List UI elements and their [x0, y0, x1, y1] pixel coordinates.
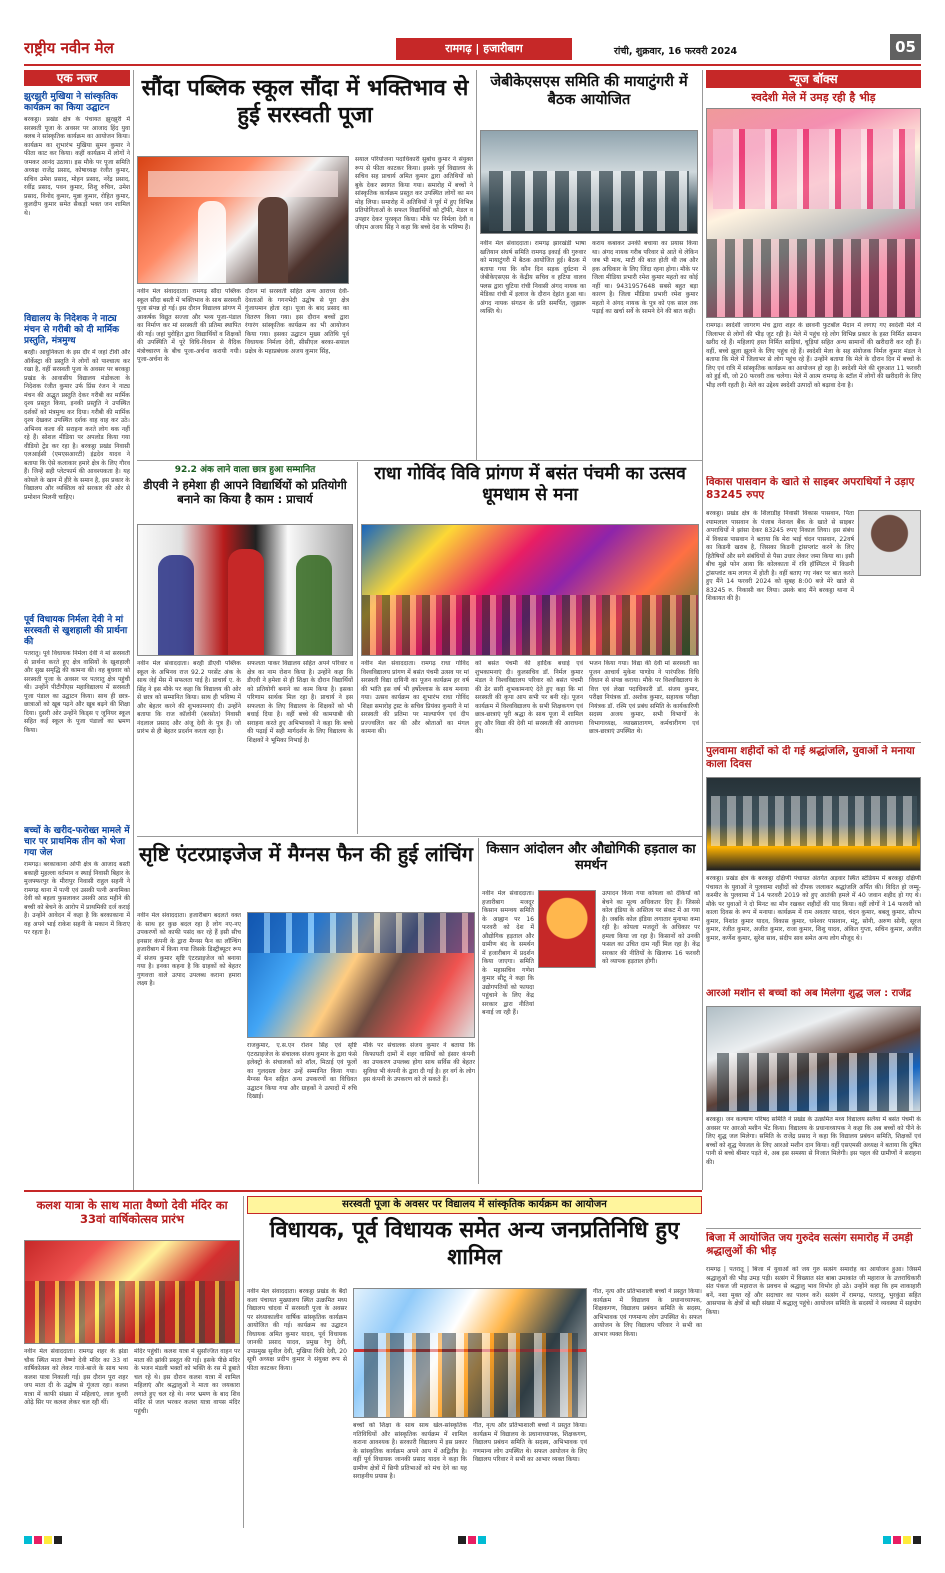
- headline-jbkss: जेबीकेएसएस समिति की मायाटुंगरी में बैठक आयोजित: [490, 74, 688, 108]
- color-swatch: [34, 1536, 42, 1544]
- group-shape: [489, 171, 689, 231]
- pulwama-body: बरकट्ठा। प्रखंड क्षेत्र के बरकट्ठा दक्षिणी पंचायत अंतर्गत अड़वार स्थित स्टेडियम में बरकट्ठा दक्षिणी पंचायत के युवाओं ने पुलवामा शहीदों को दीपक जलाकर श्रद्धांजलि अर्पित की। विदित हो जम्मू-कश्मीर के पुलवामा में 14 फरवरी 2019 को हुए आतंकी हमले में 40 जवान शहीद हो गए थे। मौके पर युवाओं ने दो मिनट का मौन रखकर शहीदों की याद किया। वहीं लोगों ने 14 फरवरी को काला दिवस के रूप में मनाया। कार्यक्रम में राम अवतार यादव, चंदन कुमार, बबलू कुमार, सौरभ कुमार, निशांत कुमार यादव, विकास कुमार, धनेश्वर पासवान, मंटू, सोनी, अरुण सोनी, सूरज कुमार, रंजीत कुमार, अजीत कुमार, राजा कुमार, शिशु यादव, अंकित गुप्ता, सचिन कुमार, अजीत कुमार, कर्णेश कुमार, सुरेश साव, संदीप साव समेत अन्य लोग मौजूद थे।: [706, 875, 921, 942]
- masthead: [24, 34, 921, 62]
- color-swatch: [883, 1536, 891, 1544]
- school-event-kicker: सरस्वती पूजा के अवसर पर विद्यालय में सांस्कृतिक कार्यक्रम का आयोजन: [247, 1196, 702, 1214]
- photo-jbkss-meeting: [480, 130, 698, 234]
- headline-srishti: सृष्टि एंटरप्राइजेज में मैग्नस फैन की हुई लांचिंग: [138, 842, 474, 866]
- headline-kalash: कलश यात्रा के साथ माता वैष्णो देवी मंदिर का 33वां वार्षिकोत्सव प्रारंभ: [36, 1198, 228, 1227]
- stall-shape: [713, 129, 915, 209]
- jbkss-col2: कराय कबाकर उनकी बचाया का प्रयास किया था। अंगद नायक गरीब परिवार से आते थे लेकिन जब भी माथ, माटी की बात होती थी तब और हक अधिकार के लिए जिंदा रहना होगा। मौके पर जिला मीडिया प्रभारी रमेश कुमार महतो का कोई नहीं था। 9431957648 सबसे बहुत बड़ा कारण है। जिला मीडिया प्रभारी रमेश कुमार महतो ने अंगद नायक के पुत्र को एक साल तक पढ़ाई का खर्चा सर्वे के सामने देने की बात कही।: [592, 240, 698, 315]
- photo-kalash-yatra: [24, 1240, 240, 1344]
- photo-school-event: [353, 1288, 587, 1418]
- person-shape: [296, 555, 332, 656]
- kisan-col2: उत्पादन किया गया कोयला को देकियों को बेचने का मूल्य अधिकतर दिए हैं। जिससे कोल इंडिया के अस्तित्व पर संकट में आ गया है। जबकि कोल इंडिया लगातार मुनाफा कमा रही है। कोयला मजदूरों के अधिकार पर हमला किया जा रहा है। किसानों को उनकी फसल का उचित दाम नहीं मिल रहा है। केंद्र सरकार की नीतियों के खिलाफ 16 फरवरी को व्यापक हड़ताल होगी।: [602, 890, 700, 965]
- news-box: [706, 70, 921, 472]
- banner-shape: [148, 171, 338, 197]
- school-col3: गीत, नृत्य और प्रतिभाशाली बच्चों ने प्रस्तुत किया। कार्यक्रम में विद्यालय के प्रधानाध्यापक, शिक्षकगण, विद्यालय प्रबंधन समिति के सदस्य, अभिभावक एवं गणमान्य लोग उपस्थित थे। सफल आयोजन के लिए विद्यालय परिवार ने सभी का आभार व्यक्त किया।: [473, 1422, 587, 1463]
- dav-col2: सफलता पाकर विद्यालय सहित अपने परिवार व क्षेत्र का नाम रोशन किया है। उन्होंने कहा कि डीएवी ने हमेशा से ही शिक्षा के दौरान विद्यार्थियों को प्रतियोगी बनाने का काम किया है। इसका परिणाम सार्थक मिल रहा है। प्राचार्य ने इस सफलता के लिए विद्यालय के शिक्षकों को भी बधाई दिया है। वहीं बच्चे की कामयाबी की सराहना करते हुए अभिभावकों ने कहा कि बच्चे की पढ़ाई में सही मार्गदर्शन के लिए विद्यालय के शिक्षकों ने भूमिका निभाई है।: [247, 660, 353, 744]
- masthead-logo: राष्ट्रीय नवीन मेल: [24, 39, 114, 57]
- headline-dav: डीएवी ने हमेशा ही आपने विद्यार्थियों को प्रतियोगी बनाने का किया है काम : प्राचार्य: [143, 478, 347, 507]
- headline-school-event: विधायक, पूर्व विधायक समेत अन्य जनप्रतिनिधि हुए शामिल: [269, 1218, 680, 1270]
- brief-2-head: विद्यालय के निदेशक ने नाट्य मंचन से गरीबी को दी मार्मिक प्रस्तुति, मंत्रमुग्ध: [24, 314, 120, 346]
- color-swatch: [44, 1536, 52, 1544]
- person-shape: [158, 555, 194, 656]
- photo-radha-govind-celebration: [361, 524, 699, 656]
- story-bija: [706, 1232, 921, 1528]
- story-jbkss: [480, 70, 698, 456]
- color-swatch: [478, 1536, 486, 1544]
- headline-kisan: किसान आंदोलन और औद्योगिकी हड़ताल का समर्थन: [486, 842, 696, 873]
- sauda-col3: सयाल परियोजना पदाधिकारी सुबोध कुमार ने संयुक्त रूप से फीता काटकर किया। इसके पूर्व विद्यालय के सचिव सह प्राचार्य अमित कुमार द्वारा अतिथियों को बुके देकर स्वागत किया गया। समारोह में बच्चों ने सांस्कृतिक कार्यक्रम प्रस्तुत कर उपस्थित लोगों का मन मोह लिया। समारोह में अतिथियों ने पूर्व में हुए विभिन्न प्रतियोगिताओं के सफल विद्यार्थियों को ट्रॉफी, मेडल व उपहार देकर पुरस्कृत किया। मौके पर निर्मला देवी व जीएम अजय सिंह ने कहा कि बच्चे देश के भविष्य हैं।: [355, 156, 473, 231]
- page-number: 05: [890, 34, 921, 60]
- news-box-label: न्यूज बॉक्स: [706, 70, 921, 88]
- color-swatch: [903, 1536, 911, 1544]
- dav-col1: नवीन मेल संवाददाता। बरही डीएवी पब्लिक स्कूल के अभिनव राज 92.2 परसेंट अंक के साथ जेई मेंस में सफलता पाई है। प्राचार्य ए. के सिंह ने इस मौके पर कहा कि विद्यालय की ओर से छात्र को सम्मानित किया। साथ ही भविष्य में और बेहतर करने की शुभकामनाएं दी। उन्होंने बताया कि राज कॉलोनी (बरसोत) निवासी नंदलाल प्रसाद और अंजू देवी के पुत्र हैं। जो प्रारंभ से ही बेहतर प्रदर्शन करता रहा है।: [137, 660, 241, 735]
- headline-aro: आरओ मशीन से बच्चों को अब मिलेगा शुद्ध जल : राजेंद्र: [706, 988, 912, 999]
- bija-body: रामगढ़ | पतरातू | बिजा में युवाओं को जय गुरु सत्संग समारोह का आयोजन हुआ। जिसमें श्रद्धालुओं की भीड़ उमड़ पड़ी। सत्संग में विख्यात संत बाबा उमाकांत जी महाराज के उत्तराधिकारी संत पंकज जी महाराज के प्रवचन से श्रद्धालु भाव विभोर हो उठे। उन्होंने कहा कि हम शाकाहारी बनें, नशा मुक्त रहें और सदाचार का पालन करें। सत्संग में रामगढ़, पतरातू, भुरकुंडा सहित आसपास के क्षेत्रों से बड़ी संख्या में श्रद्धालु पहुंचे। आयोजन समिति के सदस्यों ने व्यवस्था में सहयोग किया।: [706, 1266, 921, 1316]
- headline-sauda: सौंदा पब्लिक स्कूल सौंदा में भक्तिभाव से हुई सरस्वती पूजा: [141, 76, 469, 128]
- section-label: एक नजर: [24, 70, 130, 86]
- color-swatch: [458, 1536, 466, 1544]
- photo-swadeshi-fair: [706, 108, 921, 318]
- masthead-section: रामगढ़ | हजारीबाग: [396, 38, 572, 60]
- story-school-event: [247, 1196, 702, 1528]
- brief-2-body: बरही। आधुनिकता के इस दौर में जहां टीवी और ऑर्केस्ट्रा की प्रस्तुति ने लोगों को पाश्चात्य कर रखा है, वहीं सरस्वती पूजा के अवसर पर बरकट्ठा प्रखंड के आवासीय विद्यालय मंडोकला के निदेशक रंजीत कुमार उर्फ प्रिंस रंजन ने नाट्य मंचन की अद्भुत प्रस्तुति देकर गरीबी का मार्मिक दृश्य प्रस्तुत किया, इनकी प्रस्तुति ने उपस्थित दर्शकों को मंत्रमुग्ध कर दिया। गरीबी की मार्मिक दृश्य देखकर उपस्थित दर्शक वाह वाह कर उठे। अभिनय कला की सराहना करते लोग थक नहीं रहे हैं। सोशल मीडिया पर अपलोड किया गया वीडियो ट्रेंड कर रहा है। बरकट्ठा प्रखंड निवासी एलआईसी (एमएसआरटी) इंद्रदेव यादव ने बताया कि ऐसे कलाकार हमारे क्षेत्र के लिए गौरव हैं। जिन्हें सही प्लेटफार्म की आवश्यकता है। यह कोयले के खान में हीरे के समान है, इस प्रकार के विद्यालय और व्यक्तित्व को सरकार की ओर से प्रमोशन मिलनी चाहिए।: [24, 349, 130, 501]
- photo-srishti-launch: [247, 912, 475, 1038]
- headline-bija: बिजा में आयोजित जय गुरुदेव सत्संग समारोह में उमड़ी श्रद्धालुओं की भीड़: [706, 1232, 913, 1257]
- crowd-shape: [711, 796, 917, 846]
- story-kalash: [24, 1196, 240, 1528]
- school-col1: नवीन मेल संवाददाता। बरकट्ठा प्रखंड के बैंदो कला पंचायत मुख्यालय स्थित उत्क्रमित मध्य विद्यालय चांदवा में सरस्वती पूजा के अवसर पर संध्याकालीन वार्षिक सांस्कृतिक कार्यक्रम आयोजित की गई। कार्यक्रम का उद्घाटन विधायक अमित कुमार यादव, पूर्व विधायक जानकी प्रसाद यादव, प्रमुख रेणु देवी, उपप्रमुख सुनील देवी, मुखिया रिंकी देवी, 20 सूत्री अध्यक्ष प्रदीप कुमार ने संयुक्त रूप से फीता काटकर किया।: [247, 1288, 347, 1372]
- shelf-shape: [248, 913, 475, 953]
- masthead-dateline: रांची, शुक्रवार, 16 फरवरी 2024: [614, 46, 738, 57]
- photo-vikas-portrait: [858, 510, 921, 576]
- headline-news-box: स्वदेशी मेले में उमड़ रही है भीड़: [751, 91, 876, 104]
- story-srishti: [137, 838, 475, 1184]
- jbkss-col1: नवीन मेल संवाददाता। रामगढ़ झारखंडी भाषा खतियान संघर्ष समिति रामगढ़ इकाई की गुरुवार को मायाटुंगरी में बैठक आयोजित हुई। बैठक में बताया गया कि कौन दिन सड़क दुर्घटना में जेबीकेएसएस के केंद्रीय सचिव व हटिया वालव फ्लस द्वारा चुटिया रांची निवासी अंगद नायक का मेडिका रांची में इलाज के दौरान देहांत हुआ था। अंगद नायक संगठन के प्रति समर्पित, जुझारू व्यक्ति थे।: [480, 240, 586, 315]
- brief-4-body: रामगढ़। बरकाकाना ओपी क्षेत्र के आजाद बस्ती बकाही मुहल्ला वर्तमान व स्थाई निवासी बिहार के मुजफ्फरपुर के मीरापुर निवासी राहुल सहनी ने रामगढ़ थाना में पत्नी एवं उसकी पत्नी अनामिका देवी को बहला फुसलाकर उसकी आठ महीने की बच्ची को बेचने के आरोप में प्राथमिकी दर्ज कराई है। उन्होंने आवेदन में कहा है कि बरकाकाना में वह अपने भाई राकेश सहनी के मकान में किराए पर रहता है।: [24, 861, 130, 936]
- school-col2: बच्चों को शिक्षा के साथ साथ खेल-सांस्कृतिक गतिविधियों और सांस्कृतिक कार्यक्रम में शामिल कराना आवश्यक है। सरकारी विद्यालय में इस प्रकार के सांस्कृतिक कार्यक्रम अपने आप में अद्वितीय है। वहीं पूर्व विधायक जानकी प्रसाद यादव ने कहा कि ग्रामीण क्षेत्रों में छिपी प्रतिभाओं को मंच देने का यह सराहनीय प्रयास है।: [353, 1422, 467, 1480]
- left-column: [24, 70, 130, 1180]
- photo-pulwama-candles: [706, 777, 921, 871]
- brief-3-body: पतरातू। पूर्व विधायक निर्मला देवी ने मां सरस्वती से प्रार्थना करते हुए क्षेत्र वासियों के खुशहाली और सुख समृद्धि की कामना की। वह बुधवार को सरस्वती पूजा के अवसर पर पतरातु क्षेत्र पहुंची थी। उन्होंने पीटीपीएस महाविद्यालय में सरस्वती पूजा पंडाल का उद्घाटन किया। साथ ही छात्र-छात्राओं को खूब पढ़ने और खूब बढ़ने की शिक्षा दिया। दुसरी ओर उन्होंने किड्स ए जूनियर स्कूल सहित कई स्कूल के पूजा पंडालों का भ्रमण किया।: [24, 650, 130, 734]
- story-kisan: [482, 838, 700, 1184]
- color-swatch: [468, 1536, 476, 1544]
- aro-body: बरकट्ठा। जन कल्याण परिषद समिति ने प्रखंड के उत्क्रमित मध्य विद्यालय सलैया में बसंत पंचमी के अवसर पर आरओ मशीन भेंट किया। विद्यालय के प्रधानाध्यापक ने कहा कि अब बच्चों को पीने के लिए शुद्ध जल मिलेगा। समिति के राजेंद्र प्रसाद ने कहा कि विद्यालय प्रबंधन समिति, शिक्षकों एवं बच्चों को शुद्ध पेयजल के लिए आरओ मशीन दान किया। वहीं एसएमसी अध्यक्ष ने बताया कि दूषित पानी से बच्चे बीमार पड़ते थे, अब इस समस्या से निजात मिलेगी। इस पहल की ग्रामीणों ने सराहना की।: [706, 1116, 921, 1166]
- person-shape: [228, 549, 264, 656]
- person-shape: [258, 197, 288, 284]
- sauda-col2: दौरान मां सरस्वती सहित अन्य आराध्य देवी-देवताओं के गगनभेदी उद्घोष से पूरा क्षेत्र गुंजायमान होता रहा। पूजा के बाद प्रसाद का वितरण किया गया। इस दौरान बच्चों द्वारा रंगारंग सांस्कृतिक कार्यक्रम का भी आयोजन किया गया। इसका उद्घाटन मुख्य अतिथि पूर्व विधायक निर्मला देवी, सीसीएल बरका-सयाल प्रक्षेत्र के महाप्रबंधक अजय कुमार सिंह,: [245, 288, 349, 355]
- photo-dav-felicitation: [137, 524, 353, 656]
- radha-col2: को बसंत पंचमी की हार्दिक बधाई एवं शुभकामनाएं दी। कुलसचिव डॉ. निर्मल कुमार मंडल ने विश्वविद्यालय परिवार को बसंत पंचमी की ढेर सारी शुभकामनाएं देते हुए कहा कि मां सरस्वती की कृपा आप सभी पर बनी रहे। पूजन कार्यक्रम में विश्वविद्यालय के सभी शिक्षकगण एवं छात्र-छात्राएं पूरी श्रद्धा के साथ पूजा में शामिल हुए और विद्या की देवी मां सरस्वती की आराधना की।: [475, 660, 583, 735]
- brief-1-head: झुरझुरी मुखिया ने सांस्कृतिक कार्यक्रम का किया उद्घाटन: [24, 92, 118, 113]
- photo-aro-donation: [706, 1006, 921, 1112]
- kalash-col1: नवीन मेल संवाददाता। रामगढ़ शहर के झंडा चौक स्थित माता वैष्णो देवी मंदिर का 33 वां वार्षिकोत्सव को लेकर गाजे-बाजे के साथ भव्य कलश यात्रा निकाली गई। इस दौरान पूरा शहर जय माता दी के उद्घोष से गूंजता रहा। कलश यात्रा में काफी संख्या में महिलाएं, लाल चुनरी ओढ़े सिर पर कलश लेकर चल रही थीं।: [24, 1348, 128, 1406]
- crowd-shape: [707, 239, 921, 318]
- school-col3b: गीत, नृत्य और प्रतिभाशाली बच्चों ने प्रस्तुत किया। कार्यक्रम में विद्यालय के प्रधानाध्यापक, शिक्षकगण, विद्यालय प्रबंधन समिति के सदस्य, अभिभावक एवं गणमान्य लोग उपस्थित थे। सफल आयोजन के लिए विद्यालय परिवार ने सभी का आभार व्यक्त किया।: [593, 1288, 702, 1338]
- srishti-col2: राजकुमार, ए.स.एन रोशन सिंह एवं सृष्टि एंटरप्राइजेज के संचालक संजय कुमार के द्वारा फंसे इलेक्ट्रो के संचालकों को शॉल, मिठाई एवं फूलों का गुलदस्ता देकर उन्हें सम्मानित किया गया। मैग्नस फैन सहित अन्य उपकरणों का विधिवत उद्घाटन किया गया और ग्राहकों ने उत्पादों में रुचि दिखाई।: [247, 1042, 357, 1100]
- group-shape: [364, 1333, 578, 1418]
- photo-sauda-ceremony: [137, 156, 349, 284]
- color-swatch: [913, 1536, 921, 1544]
- radha-col1: नवीन मेल संवाददाता। रामगढ़ राधा गोविंद विश्वविद्यालय प्रांगण में बसंत पंचमी उत्सव पर मां सरस्वती विद्या दायिनी का पूजन कार्यक्रम हर वर्ष की भांति इस वर्ष भी हर्षोल्लास के साथ मनाया गया। उत्सव कार्यक्रम का शुभारंभ राधा गोविंद शिक्षा समारोह ट्रस्ट के सचिव प्रियंका कुमारी ने मां सरस्वती की प्रतिमा पर माल्यार्पण एवं दीप प्रज्ज्वलित कर की और श्रोताओं का मंगल कामना की।: [361, 660, 469, 735]
- news-box-body: रामगढ़। स्वदेशी जागरण मंच द्वारा शहर के छावनी फुटबॉल मैदान में लगाए गए स्वदेशी मेले में जिलाभर से लोगों की भीड़ जुट रही है। मेले में पहुंच रहे लोग विभिन्न प्रकार के हस्त निर्मित सामान खरीद रहे हैं। महिलाएं हस्त निर्मित साड़ियां, चूड़ियां सहित अन्य सामानों की खरीदारी कर रही हैं। वहीं, बच्चे झूला झूलने के लिए पहुंच रहे हैं। स्वदेशी मेला के सह संयोजक निर्मल कुमार मंडल ने बताया कि मेले में जिलाभर से लोग पहुंच रहे हैं। उन्होंने बताया कि मेले के दौरान दिन में बच्चों के लिए एवं रात्रि में सांस्कृतिक कार्यक्रम का आयोजन हो रहा है। स्वदेशी मेले की शुरुआत 11 फरवरी को हुई थी, जो 20 फरवरी तक चलेगा। मेले में आत्म रामगढ़ के स्टॉल में लोगों की खरीदारी के लिए भीड़ लगी रहती है। मेले का उद्देश्य स्वदेशी उत्पादों को बढ़ावा देना है।: [706, 322, 921, 389]
- radha-col3: भजन किया गया। विद्या की देवी मां सरस्वती का पूजन आचार्य मुकेश पाण्डेय ने पारंपरिक विधि विधान से संपन्न कराया। मौके पर विश्वविद्यालय के वित्त एवं लेखा पदाधिकारी डॉ. संजय कुमार, परीक्षा नियंत्रक डॉ. अशोक कुमार, सहायक परीक्षा नियंत्रक डॉ. रश्मि एवं प्रबंध समिति के कार्यकारिणी सदस्य अजय कुमार, सभी विभागों के विभागाध्यक्ष, व्याख्यातागण, कर्मचारीगण एवं छात्र-छात्राएं उपस्थित थे।: [589, 660, 699, 735]
- registration-bar: [24, 1536, 921, 1546]
- kalash-col2: मंदिर पहुंची। कलश यात्रा में सुसज्जित वाहन पर माता की झांकी प्रस्तुत की गई। इसके पीछे मंदिर के भजन मंडली भक्तों को भक्ति के रस में डूबाते चल रहे थे। इस दौरान कलश यात्रा में शामिल महिलाएं और श्रद्धालुओं ने माता का जयकारा लगाते हुए चल रहे थे। नगर भ्रमण के बाद शिव मंदिर से जल भरकर कलश यात्रा वापस मंदिर पहुंची।: [134, 1348, 240, 1415]
- story-radha-govind: [361, 462, 699, 832]
- group-shape: [717, 1053, 913, 1112]
- sauda-col1: नवीन मेल संवाददाता। रामगढ़ सौंदा पब्लिक स्कूल सौंदा बस्ती में भक्तिभाव के साथ सरस्वती पूजा संपन्न हो गई। इस दौरान विद्यालय प्रांगण में आकर्षक विद्युत सज्जा और भव्य पूजा-पंडाल का निर्माण कर मां सरस्वती की प्रतिमा स्थापित की गई। जहां पुरोहित द्वारा विद्यार्थियों व शिक्षकों की उपस्थिति में पूरे विधि-विधान से वैदिक मंत्रोच्चारण के बीच पूजा-अर्चना करायी गयी। पूजा-अर्चना के: [137, 288, 241, 363]
- color-swatch: [24, 1536, 32, 1544]
- dav-kicker: 92.2 अंक लाने वाला छात्र हुआ सम्मानित: [174, 465, 316, 475]
- headline-radha-govind: राधा गोविंद विवि प्रांगण में बसंत पंचमी का उत्सव धूमधाम से मना: [374, 464, 686, 506]
- srishti-col3: मौके पर संचालक संजय कुमार ने बताया कि किफायती दामों में शहर वासियों को इंसार कंपनी का उपकरण उपलब्ध होगा साथ सर्विस की बेहतर सुविधा भी कंपनी के द्वारा दी गई है। हर वर्ग के लोग इस कंपनी के उपकरण को ले सकते हैं।: [363, 1042, 475, 1083]
- crowd-shape: [25, 1281, 240, 1344]
- color-swatch: [893, 1536, 901, 1544]
- story-dav: [137, 462, 353, 832]
- color-swatch: [54, 1536, 62, 1544]
- headline-vikas: विकास पासवान के खाते से साइबर अपराधियों ने उड़ाए 83245 रुपए: [706, 476, 915, 501]
- story-sauda: [137, 70, 473, 456]
- person-shape: [198, 201, 226, 284]
- story-pulwama: [706, 745, 921, 985]
- headline-pulwama: पुलवामा शहीदों को दी गई श्रद्धांजलि, युवाओं ने मनाया काला दिवस: [706, 745, 915, 770]
- brief-3-head: पूर्व विधायक निर्मला देवी ने मां सरस्वती से खुशहाली की प्रार्थना की: [24, 615, 128, 647]
- kisan-col1: नवीन मेल संवाददाता। हजारीबाग मजदूर किसान समन्वय समिति के आह्वान पर 16 फरवरी को देश में औद्योगिक हड़ताल और ग्रामीण बंद के समर्थन में हजारीबाग में प्रदर्शन किया जाएगा। समिति के महासचिव गणेश कुमार सीटू ने कहा कि उद्योगपतियों को फायदा पहुंचाने के लिए केंद्र सरकार द्वारा नीतियां बनाई जा रही हैं।: [482, 890, 534, 1016]
- srishti-col1: नवीन मेल संवाददाता। हजारीबाग बदलते वक्त के साथ हर कुछ बदल रहा है लोग नए-नए उपकरणों को काफी पसंद कर रहे हैं इसी सीच इनसार कंपनी के द्वारा मैग्नस फैन का लॉन्चिंग हजारीबाग में किया गया जिसके डिस्ट्रीब्यूटर रूप में संजय कुमार सृष्टि एंटरप्राइजेज को बनाया गया है। इनका कहना है कि ग्राहकों को बेहतर गुणवत्ता वाले उत्पाद उपलब्ध कराना हमारा लक्ष्य है।: [137, 912, 241, 987]
- story-aro: [706, 988, 921, 1224]
- vikas-body: बरकट्ठा। प्रखंड क्षेत्र के शिलाडीह निवासी विकास पासवान, पिता श्यामलाल पासवान के पंजाब नेशनल बैंक के खाते से साइबर अपराधियों ने झांसा देकर 83245 रुपए निकाल लिया। इस संबंध में विकास पासवान ने बताया कि मेरा भाई चंदन पासवान, 22वर्ष का किडनी खराब है, जिसका किडनी ट्रांसप्लांट करने के लिए हितैषियों और सगे संबंधियों से पैसा उधार लेकर जमा किया था। इसी बीच मुझे फोन आया कि कोलकाता में रवि हॉस्पिटल में किडनी ट्रांसप्लांट कम लागत में होती है। वहीं बताए गए नंबर पर बात करते हुए मैंने 14 फरवरी 2024 को सुबह 8:00 बजे मेरे खाते से 83245 रु. निकासी कर लिया। उसके बाद मैंने बरकट्ठा थाना में शिकायत की है।: [706, 510, 854, 602]
- photo-kisan-leader: [538, 890, 596, 968]
- brief-1-body: बरकट्ठा। प्रखंड क्षेत्र के पंचायत झुरझुरी में सरस्वती पूजा के अवसर पर आजाद हिंद युवा क्लब ने सांस्कृतिक कार्यक्रम का आयोजन किया। कार्यक्रम का शुभारंभ मुखिया सुमन कुमार ने फीता काट कर किया। कहीं कार्यक्रम में लोगों ने जमकर आनंद उठाया। इस मौके पर पूजा समिति अध्यक्ष राजेंद्र प्रसाद, कोषाध्यक्ष रंजीत कुमार, सचिव उमेश प्रसाद, मोहन प्रसाद, नरेंद्र प्रसाद, रवींद्र प्रसाद, पवन कुमार, शिशु रुचिन, उमेश प्रसाद, विनोद कुमार, मुन्ना कुमार, रोहित कुमार, कुलदीप कुमार समेत सैकड़ों भक्त जन शामिल थे।: [24, 116, 130, 217]
- brief-4-head: बच्चों के खरीद-फरोख्त मामले में चार पर प्राथमिक तीन को भेजा गया जेल: [24, 826, 130, 858]
- crowd-shape: [362, 595, 699, 656]
- story-vikas: [706, 476, 921, 738]
